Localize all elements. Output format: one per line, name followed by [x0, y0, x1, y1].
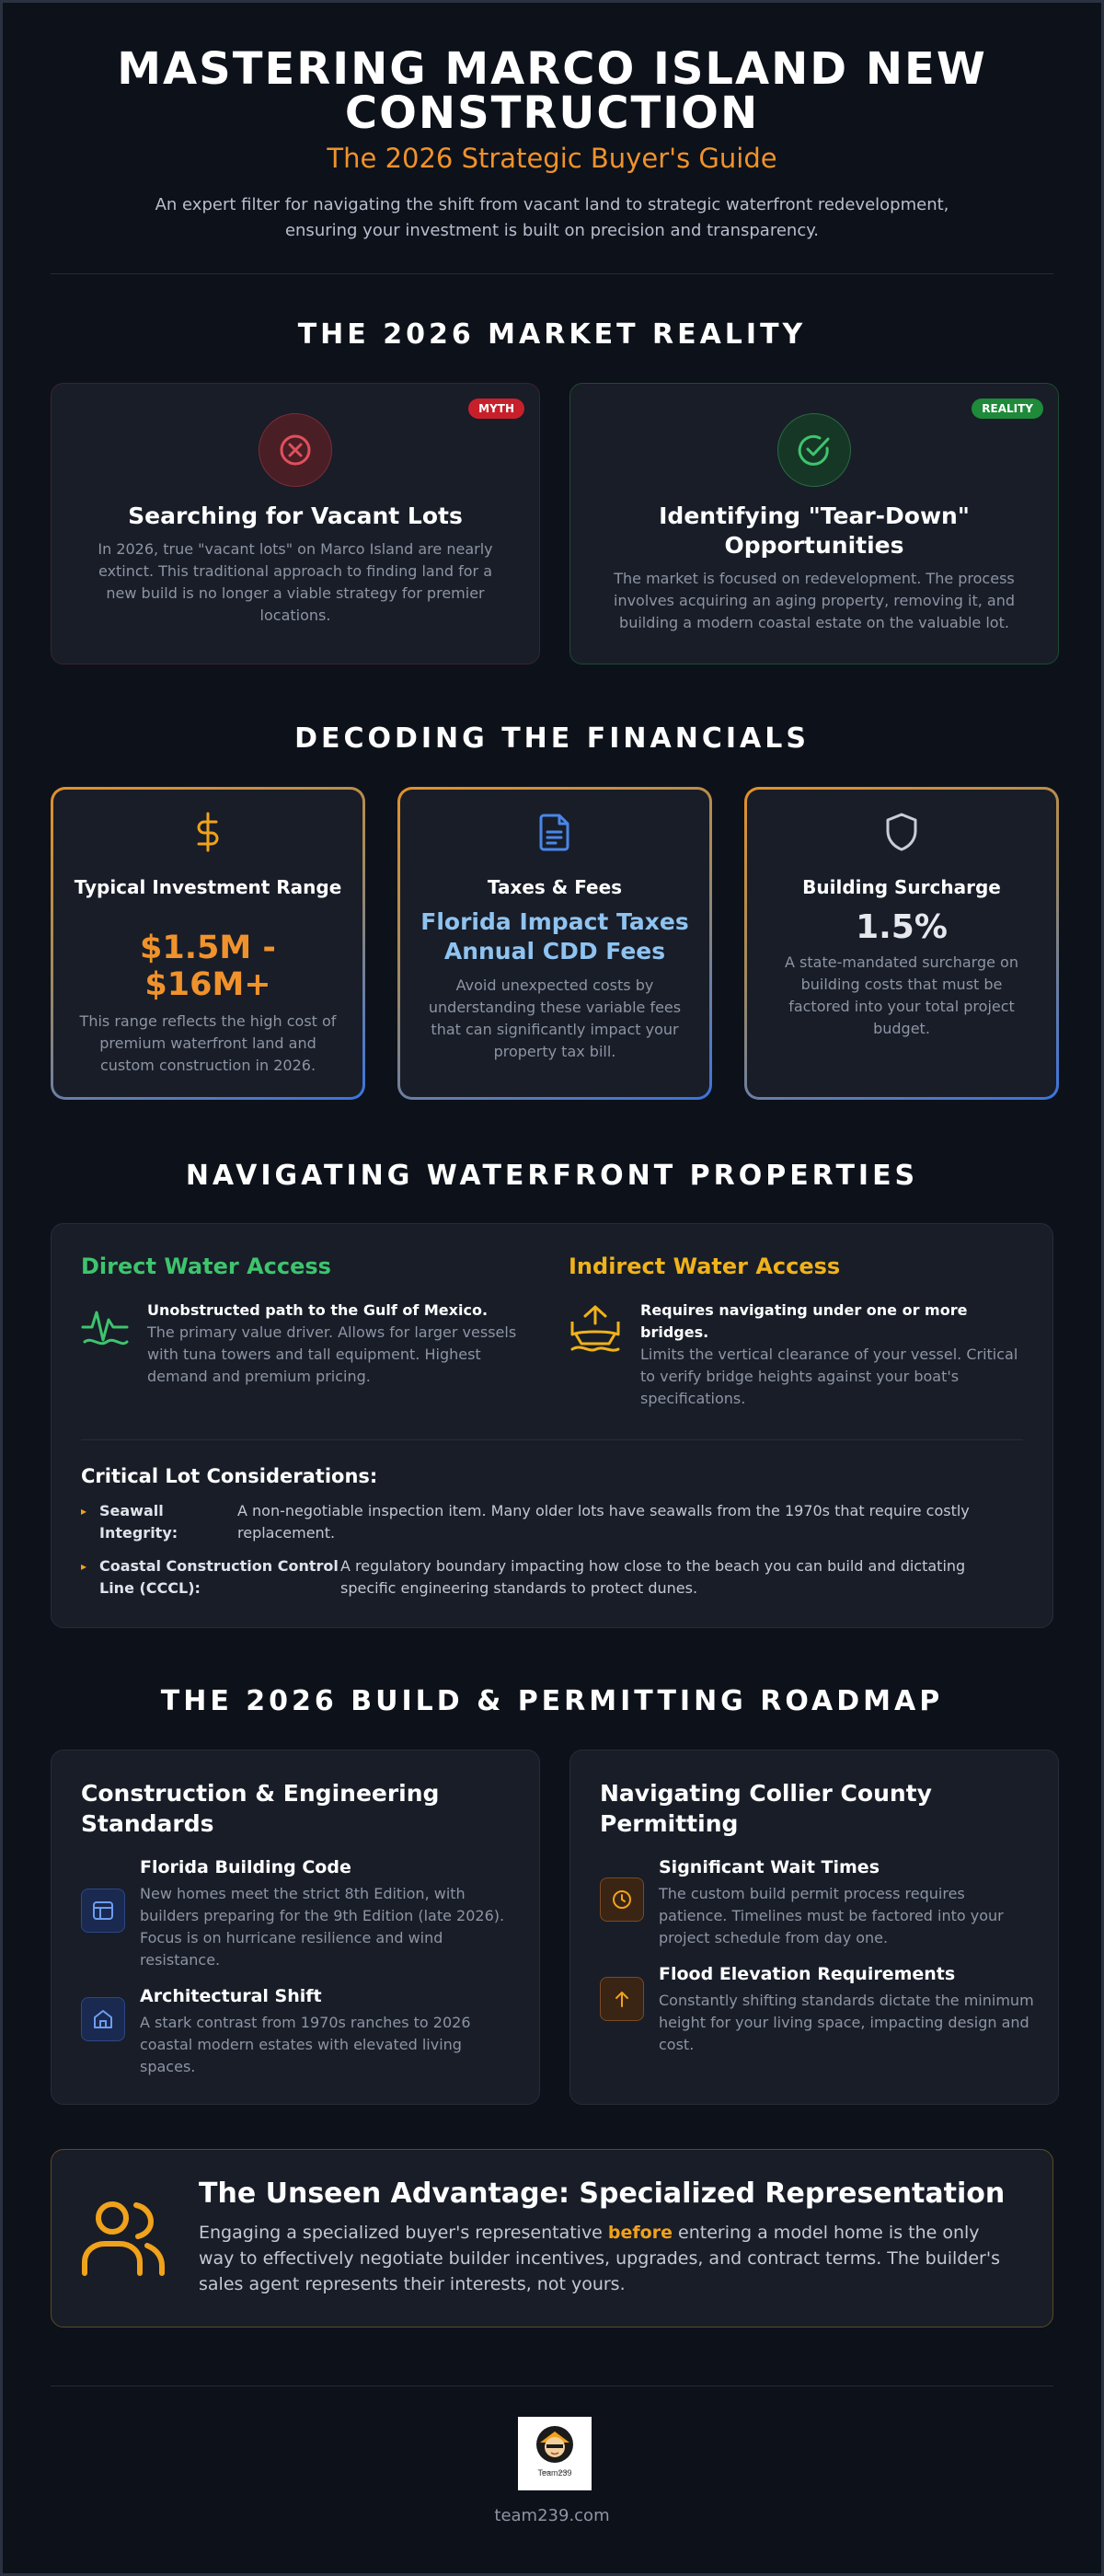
bullet-arrow-icon: ▸ — [81, 1505, 87, 1518]
team239-logo — [518, 2417, 592, 2490]
critical-item-label: Seawall Integrity: — [99, 1502, 178, 1542]
investment-heading: Typical Investment Range — [74, 876, 342, 898]
surcharge-heading: Building Surcharge — [802, 876, 1001, 898]
waterfront-panel — [51, 1223, 1053, 1628]
building-code-icon — [81, 1889, 125, 1933]
investment-range-card — [51, 787, 365, 1100]
roadmap-item-text: New homes meet the strict 8th Edition, with builders preparing for the 9th Edition (late 2026). Focus is on hurricane resilience and wind resistance. — [140, 1885, 505, 1969]
home-icon — [81, 1997, 125, 2041]
investment-text: This range reflects the high cost of premium waterfront land and custom construction in 2026. — [79, 1012, 337, 1074]
myth-badge: MYTH — [468, 399, 524, 419]
footer-url[interactable]: team239.com — [494, 2506, 610, 2525]
investment-range-value: $1.5M - $16M+ — [140, 930, 276, 1003]
section-title-roadmap: THE 2026 BUILD & PERMITTING ROADMAP — [160, 1685, 944, 1717]
advantage-heading: The Unseen Advantage: Specialized Representation — [199, 2177, 1006, 2210]
roadmap-item — [600, 1964, 1036, 2065]
arrow-up-icon — [600, 1977, 644, 2021]
document-icon — [533, 810, 577, 854]
heartbeat-wave-icon — [81, 1303, 129, 1351]
direct-access-column — [81, 1253, 532, 1388]
critical-item-text: A non-negotiable inspection item. Many older lots have seawalls from the 1970s that require costly replacement. — [237, 1502, 970, 1542]
reality-heading: Identifying "Tear-Down" Opportunities — [659, 502, 970, 559]
check-circle-icon — [777, 413, 851, 487]
permitting-heading: Navigating Collier County Permitting — [600, 1780, 932, 1837]
critical-item-cccl — [81, 1555, 1023, 1600]
myth-heading: Searching for Vacant Lots — [128, 502, 463, 529]
divider — [81, 1439, 1023, 1440]
critical-item-text: A regulatory boundary impacting how close to the beach you can build and dictating specific engineering standards to protect dunes. — [340, 1557, 966, 1597]
roadmap-item — [600, 1857, 1036, 1958]
indirect-access-heading: Indirect Water Access — [569, 1253, 841, 1279]
clock-icon — [600, 1877, 644, 1922]
critical-title: Critical Lot Considerations: — [81, 1465, 378, 1487]
roadmap-item-title: Architectural Shift — [140, 1986, 322, 2006]
section-title-market: THE 2026 MARKET REALITY — [297, 318, 807, 351]
building-surcharge-card — [744, 787, 1059, 1100]
indirect-access-bold: Requires navigating under one or more bridges. — [640, 1301, 968, 1341]
taxes-text: Avoid unexpected costs by understanding these variable fees that can significantly impact your property tax bill. — [428, 976, 682, 1060]
impact-taxes-label: Florida Impact Taxes — [420, 908, 689, 935]
taxes-heading: Taxes & Fees — [487, 876, 623, 898]
roadmap-item-title: Significant Wait Times — [659, 1857, 880, 1877]
cdd-fees-label: Annual CDD Fees — [443, 938, 666, 965]
reality-text: The market is focused on redevelopment. The process involves acquiring an aging property, removing it, and building a modern coastal estate on the valuable lot. — [614, 570, 1015, 631]
divider — [51, 273, 1053, 274]
collier-permitting-card — [569, 1750, 1059, 2105]
direct-access-bold: Unobstructed path to the Gulf of Mexico. — [147, 1301, 489, 1319]
indirect-access-text: Limits the vertical clearance of your vessel. Critical to verify bridge heights against your boat's specifications. — [640, 1346, 1018, 1407]
page-subtitle: The 2026 Strategic Buyer's Guide — [327, 143, 777, 174]
roadmap-item-title: Florida Building Code — [140, 1857, 351, 1877]
divider — [51, 2385, 1053, 2386]
critical-item-seawall — [81, 1500, 1023, 1544]
intro-text: An expert filter for navigating the shift from vacant land to strategic waterfront redevelopment, ensuring your investment is built on precision and transparency. — [155, 195, 949, 240]
direct-access-heading: Direct Water Access — [81, 1253, 331, 1279]
shield-icon — [880, 810, 924, 854]
hero-header — [51, 43, 1053, 244]
critical-item-label: Coastal Construction Control Line (CCCL): — [99, 1557, 339, 1597]
page-title: MASTERING MARCO ISLAND NEW CONSTRUCTION — [117, 43, 987, 139]
bullet-arrow-icon: ▸ — [81, 1560, 87, 1573]
advantage-text: Engaging a specialized buyer's representative before entering a model home is the only way to effectively negotiate builder incentives, upgrades, and contract terms. The builder's sales agent represents their interests, not yours. — [199, 2223, 1000, 2294]
myth-card — [51, 383, 540, 664]
bridge-boat-icon — [569, 1303, 622, 1355]
section-title-waterfront: NAVIGATING WATERFRONT PROPERTIES — [185, 1160, 919, 1192]
roadmap-item — [81, 1857, 517, 1977]
svg-text:Team239: Team239 — [537, 2468, 572, 2478]
x-circle-icon — [259, 413, 332, 487]
roadmap-item — [81, 1986, 517, 2078]
construction-standards-card — [51, 1750, 540, 2105]
surcharge-text: A state-mandated surcharge on building costs that must be factored into your total project budget. — [785, 953, 1018, 1037]
users-icon — [79, 2196, 167, 2279]
indirect-access-column — [569, 1253, 1019, 1410]
direct-access-text: The primary value driver. Allows for larger vessels with tuna towers and tall equipment. Highest demand and premium pricing. — [147, 1323, 517, 1385]
roadmap-item-text: The custom build permit process requires patience. Timelines must be factored into your project schedule from day one. — [659, 1885, 1004, 1946]
highlight-before: before — [607, 2223, 673, 2243]
section-title-financials: DECODING THE FINANCIALS — [294, 722, 810, 755]
construction-heading: Construction & Engineering Standards — [81, 1780, 440, 1837]
reality-badge: REALITY — [972, 399, 1043, 419]
roadmap-item-title: Flood Elevation Requirements — [659, 1964, 956, 1984]
reality-card — [569, 383, 1059, 664]
taxes-fees-card — [397, 787, 712, 1100]
roadmap-item-text: Constantly shifting standards dictate the minimum height for your living space, impacting design and cost. — [659, 1992, 1034, 2053]
advantage-callout — [51, 2149, 1053, 2328]
roadmap-item-text: A stark contrast from 1970s ranches to 2026 coastal modern estates with elevated living spaces. — [140, 2014, 471, 2075]
surcharge-value: 1.5% — [856, 908, 948, 946]
dollar-icon — [186, 810, 230, 854]
myth-text: In 2026, true "vacant lots" on Marco Island are nearly extinct. This traditional approach to finding land for a new build is no longer a viable strategy for premier locations. — [98, 540, 493, 624]
